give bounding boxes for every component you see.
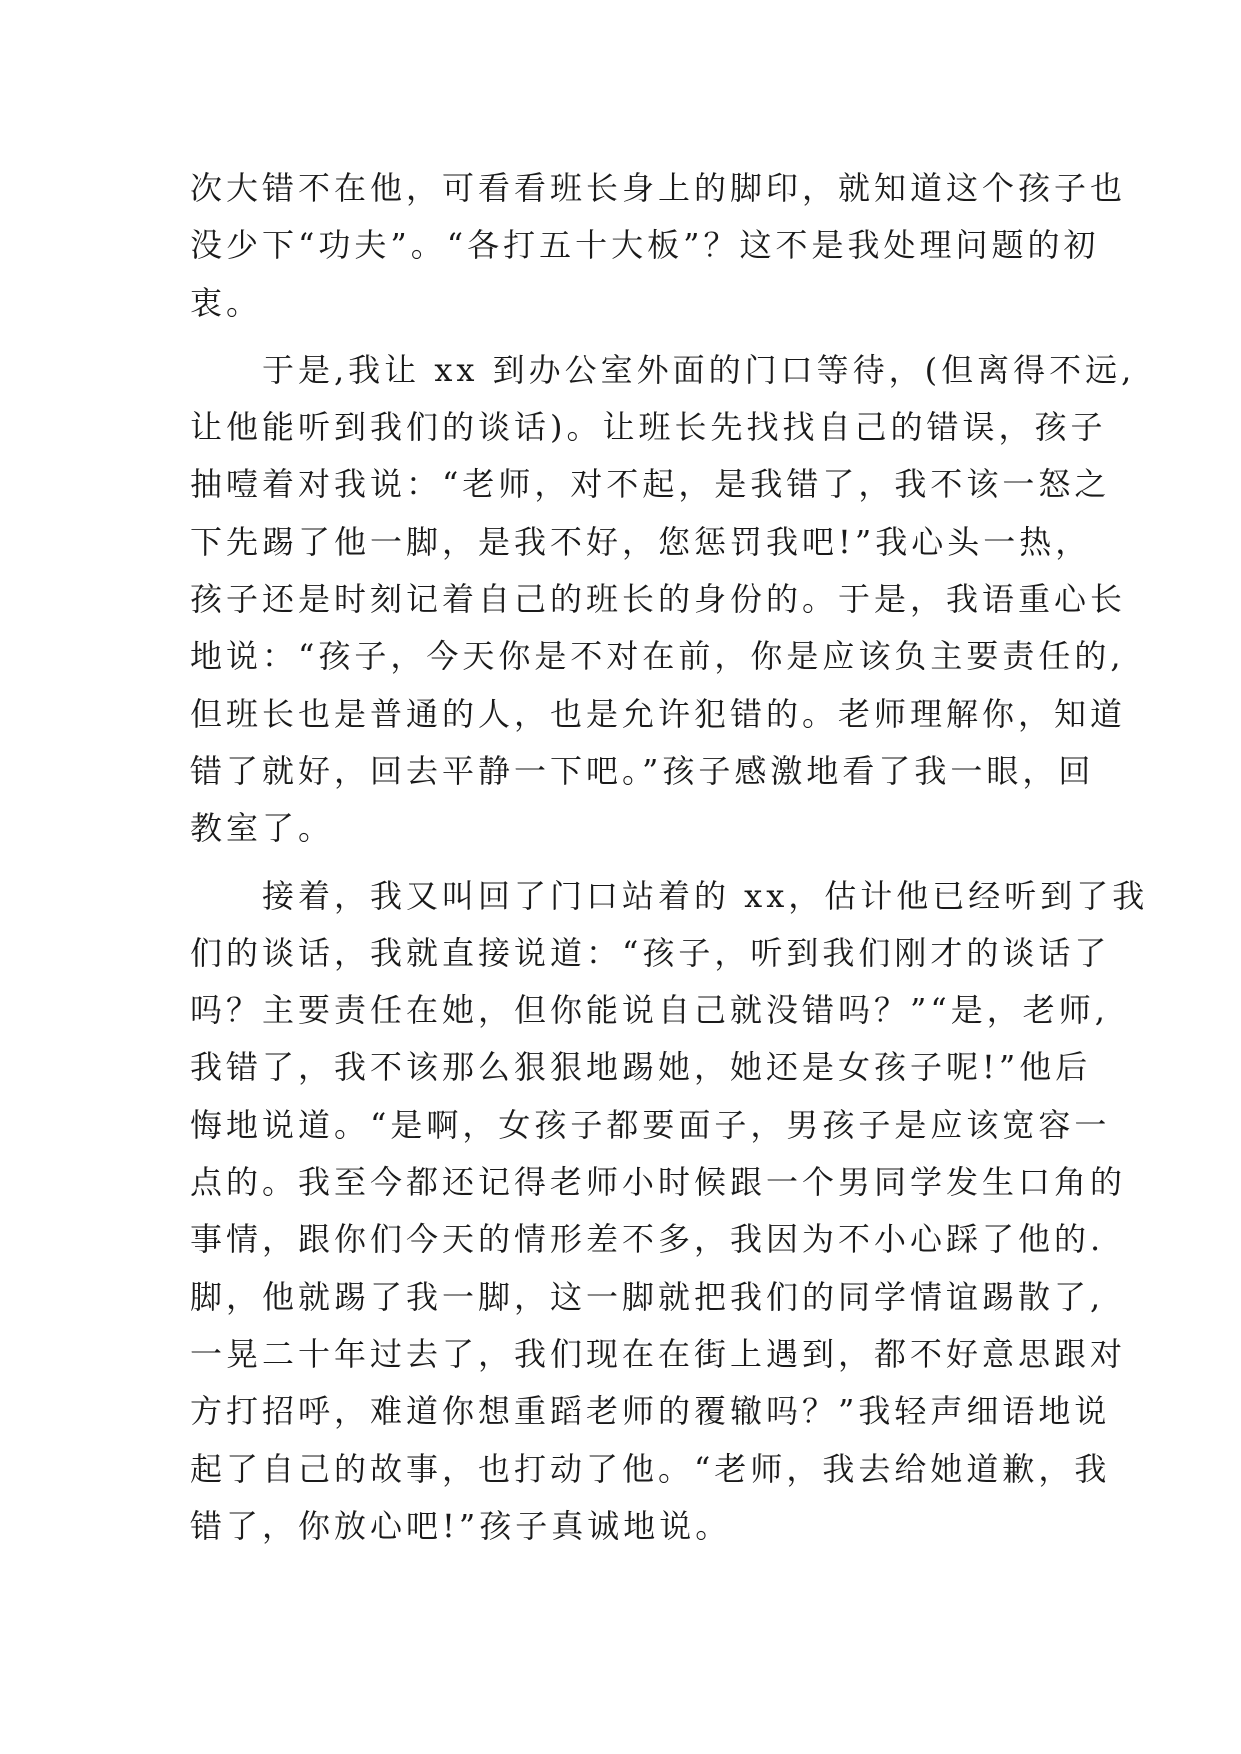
text-line: 错了，你放心吧!”孩子真诚地说。 — [190, 1506, 732, 1545]
text-line: 们的谈话，我就直接说道：“孩子，听到我们刚才的谈话了 — [190, 933, 1111, 972]
text-line: 方打招呼，难道你想重蹈老师的覆辙吗？”我轻声细语地说 — [190, 1392, 1111, 1431]
text-line: 错了就好，回去平静一下吧。”孩子感激地看了我一眼，回 — [190, 751, 1095, 790]
text-line: 接着，我又叫回了门口站着的 xx，估计他已经听到了我 — [190, 876, 1149, 915]
text-line: 事情，跟你们今天的情形差不多，我因为不小心踩了他的. — [190, 1220, 1105, 1259]
text-line: 孩子还是时刻记着自己的班长的身份的。于是，我语重心长 — [190, 580, 1127, 619]
text-line: 吗？主要责任在她，但你能说自己就没错吗？”“是，老师, — [190, 991, 1109, 1030]
text-line: 但班长也是普通的人，也是允许犯错的。老师理解你，知道 — [190, 694, 1127, 733]
text-line: 地说：“孩子，今天你是不对在前，你是应该负主要责任的, — [190, 637, 1125, 676]
text-line: 让他能听到我们的谈话)。让班长先找找自己的错误，孩子 — [190, 408, 1107, 447]
document-body — [190, 160, 1149, 1555]
text-line: 于是,我让 xx 到办公室外面的门口等待，(但离得不远, — [190, 350, 1136, 389]
text-line: 脚，他就踢了我一脚，这一脚就把我们的同学情谊踢散了, — [190, 1277, 1105, 1316]
text-line: 教室了。 — [190, 809, 335, 848]
text-line: 抽噎着对我说：“老师，对不起，是我错了，我不该一怒之 — [190, 465, 1111, 504]
paragraph-1 — [190, 160, 1127, 332]
text-line: 我错了，我不该那么狠狠地踢她，她还是女孩子呢!”他后 — [190, 1048, 1092, 1087]
text-line: 下先踢了他一脚，是我不好，您惩罚我吧!”我心头一热， — [190, 522, 1092, 561]
text-line: 次大错不在他，可看看班长身上的脚印，就知道这个孩子也 — [190, 169, 1127, 207]
paragraph-3 — [190, 868, 1149, 1556]
paragraph-2 — [190, 342, 1136, 858]
text-line: 悔地说道。“是啊，女孩子都要面子，男孩子是应该宽容一 — [190, 1105, 1111, 1144]
text-line: 没少下“功夫”。“各打五十大板”？这不是我处理问题的初 — [190, 226, 1100, 265]
text-line: 一晃二十年过去了，我们现在在街上遇到，都不好意思跟对 — [190, 1334, 1127, 1373]
paragraph-gap — [190, 858, 1060, 868]
text-line: 起了自己的故事，也打动了他。“老师，我去给她道歉，我 — [190, 1449, 1111, 1488]
text-line: 衷。 — [190, 283, 263, 322]
text-line: 点的。我至今都还记得老师小时候跟一个男同学发生口角的 — [190, 1163, 1127, 1202]
paragraph-gap — [190, 332, 1060, 342]
